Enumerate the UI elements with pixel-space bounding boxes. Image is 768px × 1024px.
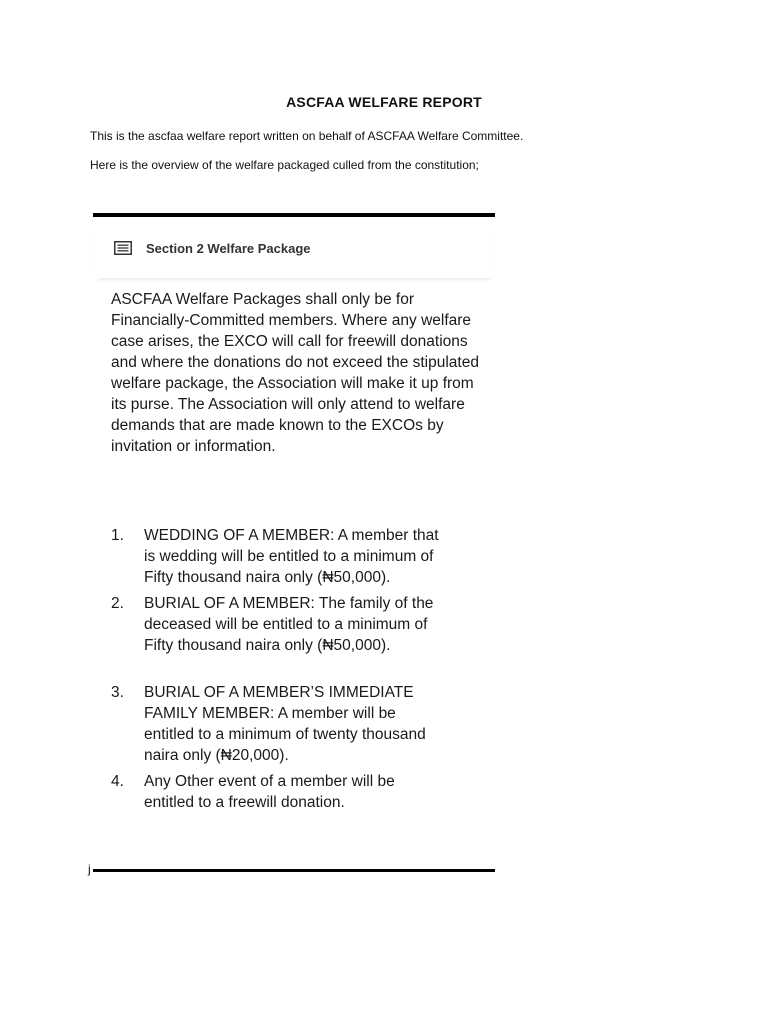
list-item-text: BURIAL OF A MEMBER’S IMMEDIATE FAMILY MEMBER: A member will be entitled to a minimum of twenty thousand naira only (₦20,000). [144,684,426,764]
list-item-number: 3. [111,684,124,701]
section-header [96,224,492,278]
report-title: ASCFAA WELFARE REPORT [286,94,482,110]
list-item-text: WEDDING OF A MEMBER: A member that is wedding will be entitled to a minimum of Fifty thousand naira only (₦50,000). [144,527,439,586]
list-item [111,771,441,813]
top-rule [93,213,495,217]
list-item [111,682,441,766]
section-title: Section 2 Welfare Package [146,241,311,256]
document-icon [114,241,132,255]
list-item-number: 2. [111,595,124,612]
list-item-number: 4. [111,773,124,790]
stray-character: j [88,862,91,876]
list-item-text: BURIAL OF A MEMBER: The family of the deceased will be entitled to a minimum of Fifty thousand naira only (₦50,000). [144,595,434,654]
list-item-number: 1. [111,527,124,544]
intro-line-2: Here is the overview of the welfare packaged culled from the constitution; [90,158,479,172]
list-item [111,525,441,588]
bottom-rule [93,869,495,872]
intro-line-1: This is the ascfaa welfare report written on behalf of ASCFAA Welfare Committee. [90,129,524,143]
section-paragraph: ASCFAA Welfare Packages shall only be for Financially-Committed members. Where any welfare case arises, the EXCO will call for freewill donations and where the donations do not exceed the stipulated welfare package, the Association will make it up from its purse. The Association will only attend to welfare demands that are made known to the EXCOs by invitation or information. [111,291,479,455]
list-item-text: Any Other event of a member will be entitled to a freewill donation. [144,773,395,811]
welfare-list [111,525,441,813]
list-item [111,593,441,656]
